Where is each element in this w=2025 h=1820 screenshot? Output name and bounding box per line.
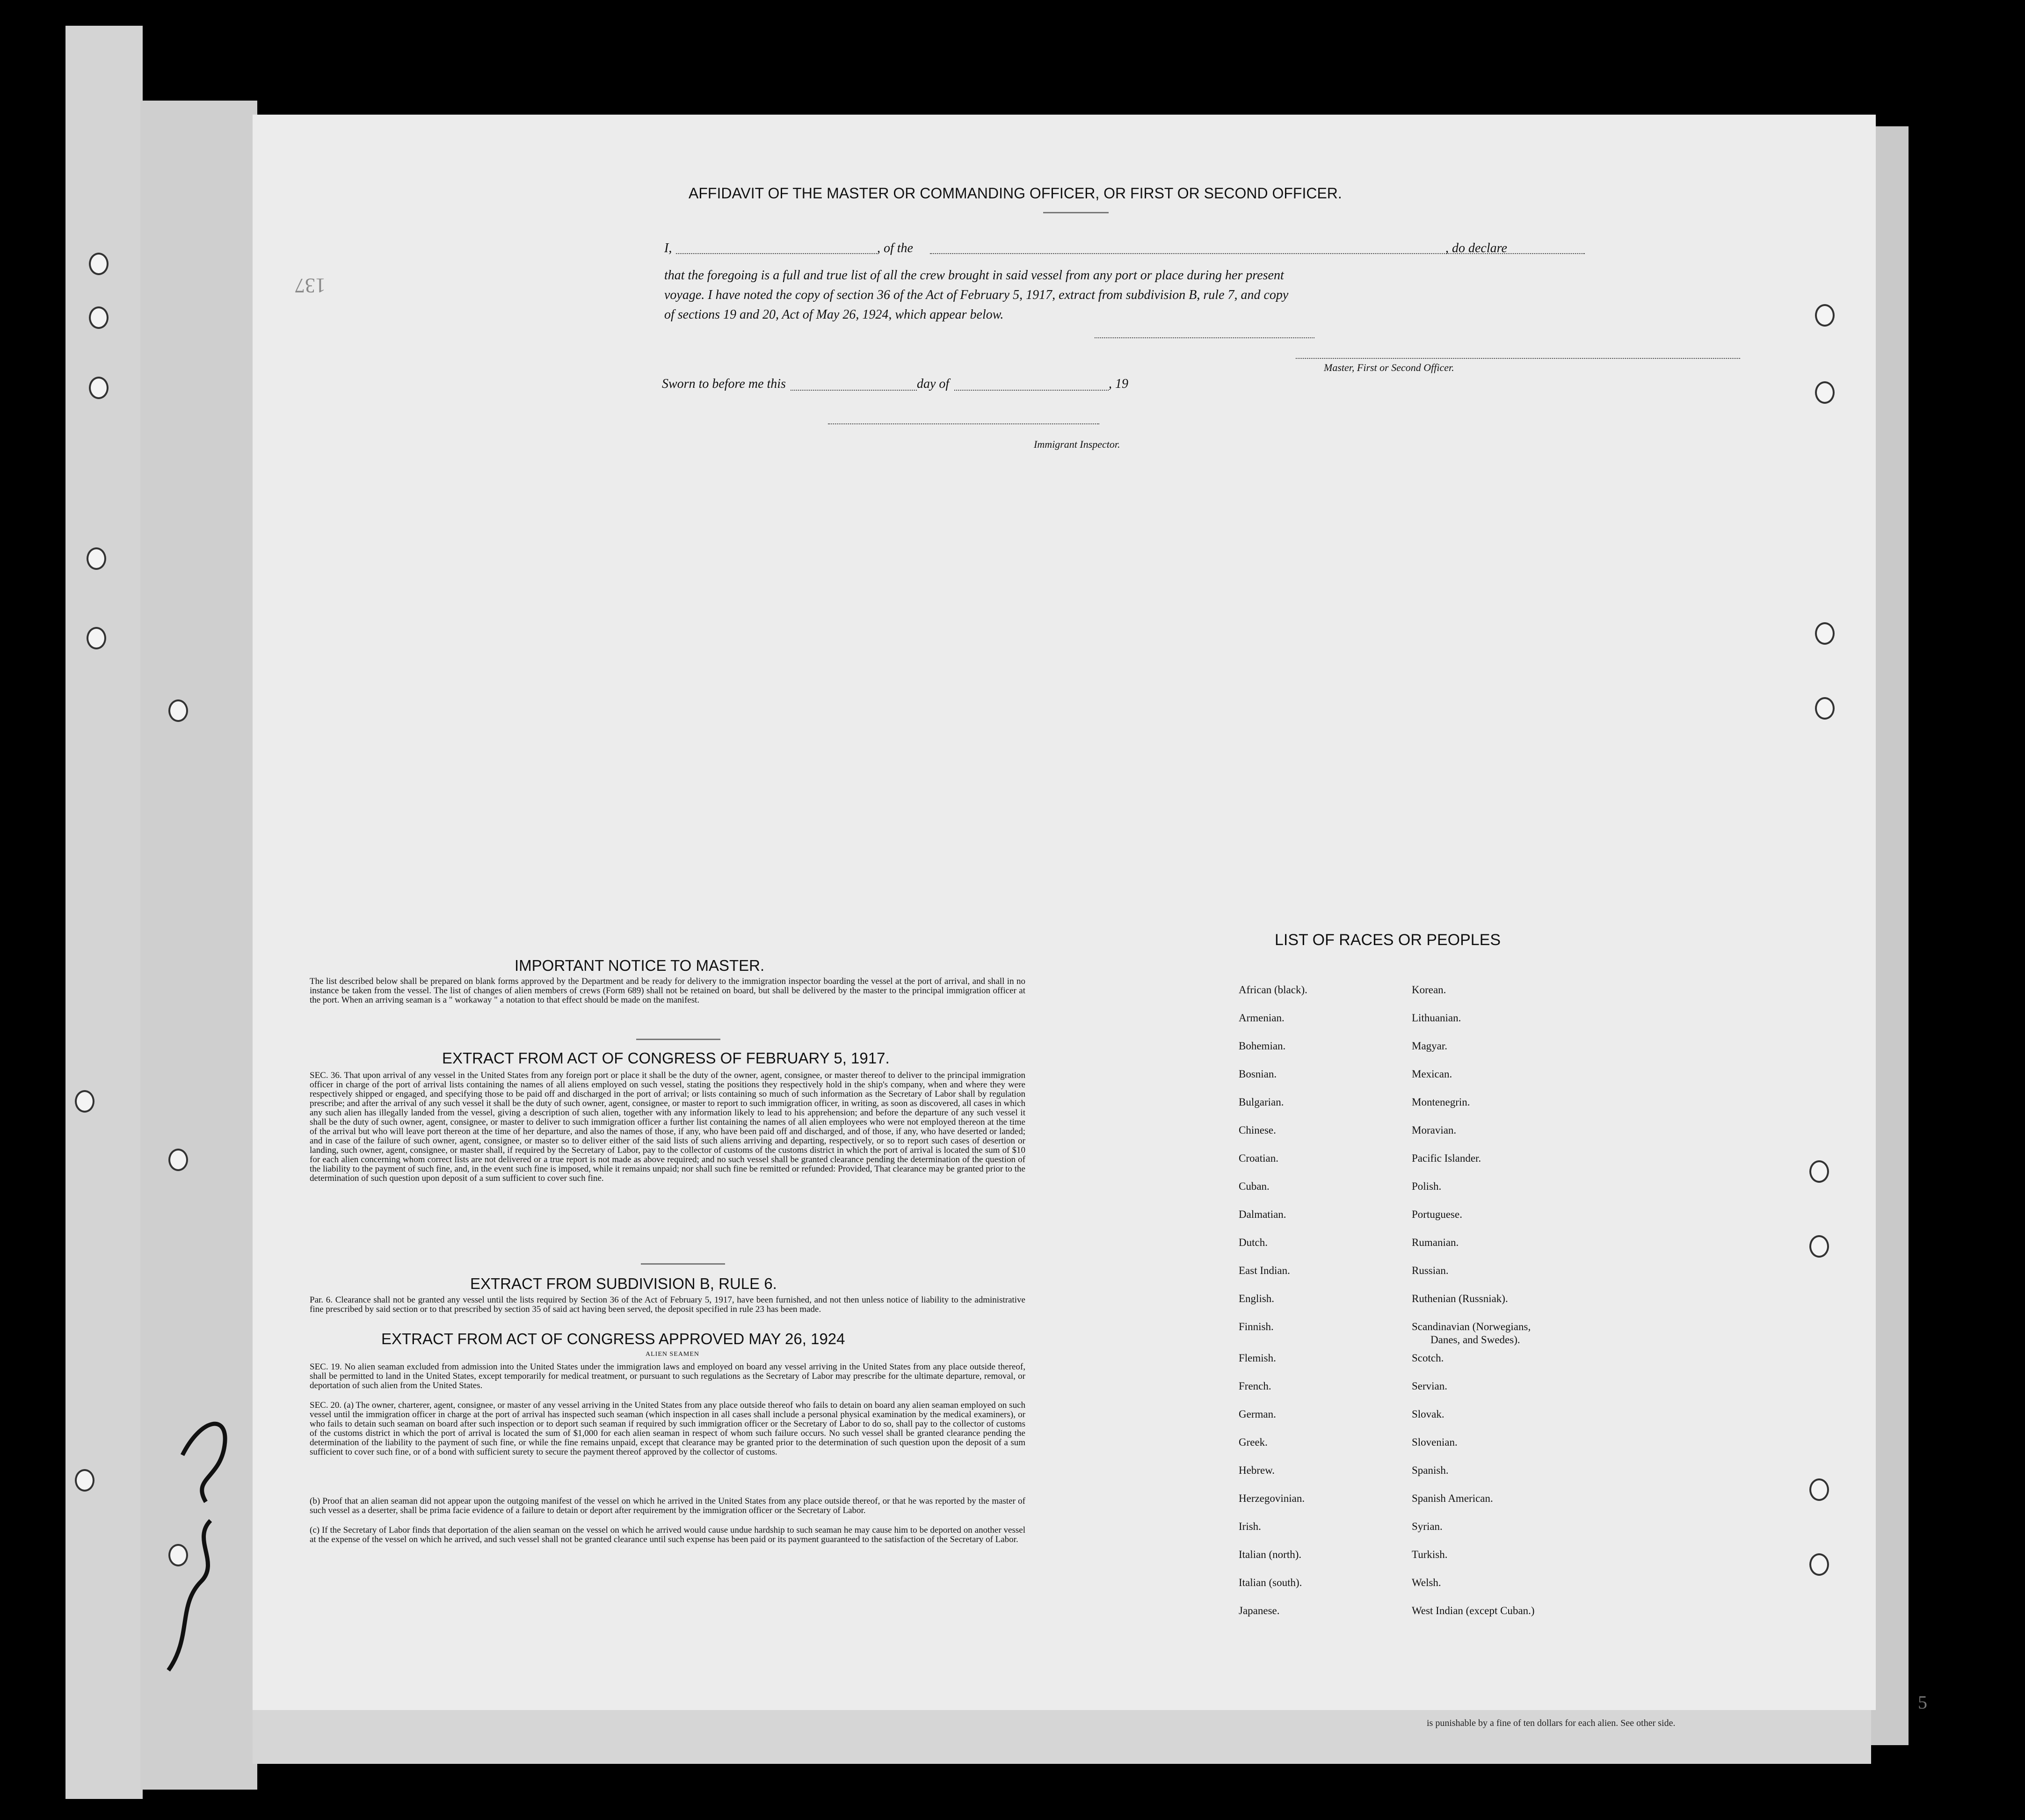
affidavit-line-3: voyage. I have noted the copy of section 36 of the Act of February 5, 1917, extract from subdivision B, rule 7, and copy (664, 288, 1289, 302)
race-right: Lithuanian. (1412, 1012, 1461, 1024)
race-left: Chinese. (1239, 1124, 1276, 1136)
race-left: French. (1239, 1380, 1271, 1392)
race-right: Scotch. (1412, 1352, 1444, 1364)
race-right: Polish. (1412, 1180, 1442, 1192)
punch-hole-left (89, 377, 109, 399)
race-left: Dalmatian. (1239, 1208, 1286, 1220)
races-title: LIST OF RACES OR PEOPLES (1275, 931, 1501, 949)
race-left: Hebrew. (1239, 1464, 1275, 1476)
affidavit-line-1-do-declare: , do declare (1445, 241, 1507, 255)
race-right: West Indian (except Cuban.) (1412, 1605, 1535, 1616)
master-signature-line (1296, 358, 1740, 359)
punch-hole-left (89, 253, 109, 275)
race-left: Herzegovinian. (1239, 1492, 1305, 1504)
title-divider (1043, 212, 1109, 213)
sworn-year: , 19 (1109, 377, 1128, 391)
back-sheet-left (65, 26, 143, 1799)
race-right: Montenegrin. (1412, 1096, 1470, 1108)
corner-page-mark: 5 (1918, 1692, 1927, 1713)
race-left: Flemish. (1239, 1352, 1276, 1364)
punch-hole-left (75, 1090, 94, 1113)
name-blank (676, 253, 877, 254)
punch-hole-right (1815, 622, 1835, 645)
race-right: Spanish. (1412, 1464, 1449, 1476)
master-signature-caption: Master, First or Second Officer. (1324, 362, 1454, 373)
race-right: Spanish American. (1412, 1492, 1493, 1504)
race-left: German. (1239, 1408, 1276, 1420)
affidavit-title: AFFIDAVIT OF THE MASTER OR COMMANDING OFFICER, OR FIRST OR SECOND OFFICER. (689, 185, 1342, 202)
punch-hole-right (1815, 381, 1835, 404)
race-left: African (black). (1239, 984, 1307, 996)
notice-title: IMPORTANT NOTICE TO MASTER. (515, 957, 765, 974)
race-left: Bohemian. (1239, 1040, 1286, 1052)
race-right: Magyar. (1412, 1040, 1448, 1052)
race-left: Cuban. (1239, 1180, 1270, 1192)
handwritten-annotation (150, 1385, 243, 1675)
race-left: Italian (south). (1239, 1577, 1302, 1588)
sworn-month-blank (954, 390, 1109, 391)
affidavit-line-1-of-the: , of the (877, 241, 913, 255)
affidavit-line-2: that the foregoing is a full and true list of all the crew brought in said vessel from any port or place during her present (664, 268, 1284, 283)
race-left: Armenian. (1239, 1012, 1285, 1024)
race-left: Croatian. (1239, 1152, 1278, 1164)
punch-hole-right (1809, 1478, 1829, 1501)
inspector-caption: Immigrant Inspector. (1034, 438, 1120, 450)
punch-hole-left (75, 1469, 94, 1492)
race-left: Dutch. (1239, 1237, 1268, 1248)
race-right: Slovak. (1412, 1408, 1444, 1420)
race-right-continuation: Danes, and Swedes). (1430, 1334, 1520, 1346)
notice-divider (636, 1039, 720, 1040)
affidavit-form-sheet (253, 115, 1876, 1710)
race-right: Slovenian. (1412, 1436, 1458, 1448)
race-right: Korean. (1412, 984, 1446, 996)
rule6-body: Par. 6. Clearance shall not be granted any vessel until the lists required by Section 36 of the Act of February 5, 1917, have been furnished, and not then unless notice of liability to the administrative fine prescribed by said section or to that prescribed by section 35 of said act having been served, the deposit specified in rule 23 has been made. (310, 1295, 1025, 1314)
line4-blank (1095, 337, 1314, 338)
punch-hole-left (168, 1149, 188, 1171)
inspector-signature-line (828, 423, 1099, 424)
race-left: East Indian. (1239, 1265, 1290, 1276)
race-right: Scandinavian (Norwegians, (1412, 1321, 1531, 1332)
sworn-text: Sworn to before me this (662, 377, 786, 391)
race-left: Greek. (1239, 1436, 1268, 1448)
punch-hole-left (87, 627, 106, 649)
sworn-day-blank (791, 390, 917, 391)
back-sheet-right (1871, 126, 1909, 1745)
race-right: Pacific Islander. (1412, 1152, 1481, 1164)
extract-1917-body: SEC. 36. That upon arrival of any vessel in the United States from any foreign port or place it shall be the duty of the owner, agent, consignee, or master thereof to deliver to the principal immigration officer in charge of the port of arrival lists containing the names of all aliens employed on such vessel, stating the positions they respectively hold in the ship's company, when and where they were respectively shipped or engaged, and specifying those to be paid off and discharged in the port of arrival; or lists containing so much of such information as the Secretary of Labor shall by regulation prescribe; and after the arrival of any such vessel it shall be the duty of such owner, agent, consignee, or master to report to such immigration officer, in writing, as soon as discovered, all cases in which any such alien has illegally landed from the vessel, giving a description of such alien, together with any information likely to lead to his apprehension; and before the departure of any such vessel it shall be the duty of such owner, agent, consignee, or master to deliver to such immigration officer a further list containing the names of all alien employees who were not employed thereon at the time of the arrival but who will leave port thereon at the time of her departure, and also the names of those, if any, who have been paid off and discharged, and of those, if any, who have deserted or landed; and in case of the failure of such owner, agent, consignee, or master so to deliver either of the said lists of such aliens arriving and departing, respectively, or so to report such cases of desertion or landing, such owner, agent, consignee, or master shall, if required by the Secretary of Labor, pay to the collector of customs of the customs district in which the port of arrival is located the sum of $10 for each alien concerning whom correct lists are not delivered or a true report is not made as above required; and no such vessel shall be granted clearance pending the determination of the question of the liability to the payment of such fine, and, in the event such fine is imposed, while it remains unpaid; nor shall such fine be remitted or refunded: Provided, That clearance may be granted prior to the determination of such question upon deposit of a sum sufficient to cover such fine. (310, 1070, 1025, 1183)
race-right: Welsh. (1412, 1577, 1441, 1588)
footer-fine-note: is punishable by a fine of ten dollars for each alien. See other side. (1427, 1718, 1676, 1728)
punch-hole-right (1809, 1160, 1829, 1183)
back-sheet-bottom (253, 1703, 1871, 1764)
punch-hole-left (89, 306, 109, 329)
race-left: Japanese. (1239, 1605, 1280, 1616)
extract-1924-sec20a: SEC. 20. (a) The owner, charterer, agent, consignee, or master of any vessel arriving in the United States from any place outside thereof who fails to detain on board any alien seaman employed on such vessel until the immigration officer in charge at the port of arrival has inspected such seaman (which inspection in all cases shall include a personal physical examination by the medical examiners), or who fails to detain such seaman on board after such inspection or to deport such seaman if required by such immigration officer or the Secretary of Labor to do so, shall pay to the collector of customs of the customs district in which the port of arrival is located the sum of $1,000 for each alien seaman in respect of whom such failure occurs. No such vessel shall be granted clearance pending the determination of the liability to the payment of such fine, or while the fine remains unpaid, except that clearance may be granted prior to the determination of such question upon the deposit of a sum sufficient to cover such fine, or of a bond with sufficient surety to secure the payment thereof approved by the collector of customs. (310, 1400, 1025, 1457)
sworn-day-of: day of (917, 377, 950, 391)
punch-hole-left (87, 547, 106, 570)
race-right: Servian. (1412, 1380, 1448, 1392)
punch-hole-right (1809, 1235, 1829, 1258)
race-left: Finnish. (1239, 1321, 1274, 1332)
extract-1917-divider (641, 1263, 725, 1265)
race-left: English. (1239, 1293, 1275, 1304)
race-right: Turkish. (1412, 1549, 1448, 1560)
race-right: Russian. (1412, 1265, 1449, 1276)
race-left: Bulgarian. (1239, 1096, 1284, 1108)
extract-1924-subtitle: ALIEN SEAMEN (646, 1351, 700, 1358)
rule6-title: EXTRACT FROM SUBDIVISION B, RULE 6. (470, 1275, 777, 1292)
extract-1917-title: EXTRACT FROM ACT OF CONGRESS OF FEBRUARY 5, 1917. (442, 1049, 890, 1067)
notice-body: The list described below shall be prepared on blank forms approved by the Department and be ready for delivery to the immigration inspector boarding the vessel at the port of arrival, and shall in no instance be taken from the vessel. The list of changes of alien members of crews (Form 689) shall not be retained on board, but shall be delivered by the master to the principal immigration officer at the port. When an arriving seaman is a " workaway " a notation to that effect should be made on the manifest. (310, 976, 1025, 1005)
punch-hole-left (168, 699, 188, 722)
extract-1924-sec20c: (c) If the Secretary of Labor finds that deportation of the alien seaman on the vessel on which he arrived would cause undue hardship to such seaman he may cause him to be deported on another vessel at the expense of the vessel on which he arrived, and such vessel shall not be granted clearance until such expense has been paid or its payment guaranteed to the satisfaction of the Secretary of Labor. (310, 1525, 1025, 1544)
race-right: Syrian. (1412, 1521, 1443, 1532)
punch-hole-right (1815, 697, 1835, 720)
race-right: Ruthenian (Russniak). (1412, 1293, 1508, 1304)
race-right: Rumanian. (1412, 1237, 1459, 1248)
race-right: Portuguese. (1412, 1208, 1462, 1220)
extract-1924-sec19: SEC. 19. No alien seaman excluded from admission into the United States under the immigration laws and employed on board any vessel arriving in the United States from any place outside thereof, shall be permitted to land in the United States, except temporarily for medical treatment, or pursuant to such regulations as the Secretary of Labor may prescribe for the ultimate departure, removal, or deportation of such alien from the United States. (310, 1362, 1025, 1390)
affidavit-line-4: of sections 19 and 20, Act of May 26, 1924, which appear below. (664, 307, 1004, 322)
affidavit-line-1-i: I, (664, 241, 672, 255)
race-left: Bosnian. (1239, 1068, 1277, 1080)
race-right: Mexican. (1412, 1068, 1452, 1080)
left-margin-number: 137 (295, 274, 326, 297)
race-right: Moravian. (1412, 1124, 1457, 1136)
punch-hole-right (1809, 1553, 1829, 1576)
extract-1924-sec20b: (b) Proof that an alien seaman did not appear upon the outgoing manifest of the vessel on which he arrived in the United States from any place outside thereof, or that he was reported by the master of such vessel as a deserter, shall be prima facie evidence of a failure to detain or deport after requirement by the immigration officer or the Secretary of Labor. (310, 1496, 1025, 1515)
punch-hole-right (1815, 304, 1835, 327)
race-left: Italian (north). (1239, 1549, 1302, 1560)
extract-1924-title: EXTRACT FROM ACT OF CONGRESS APPROVED MAY 26, 1924 (381, 1330, 845, 1347)
race-left: Irish. (1239, 1521, 1261, 1532)
